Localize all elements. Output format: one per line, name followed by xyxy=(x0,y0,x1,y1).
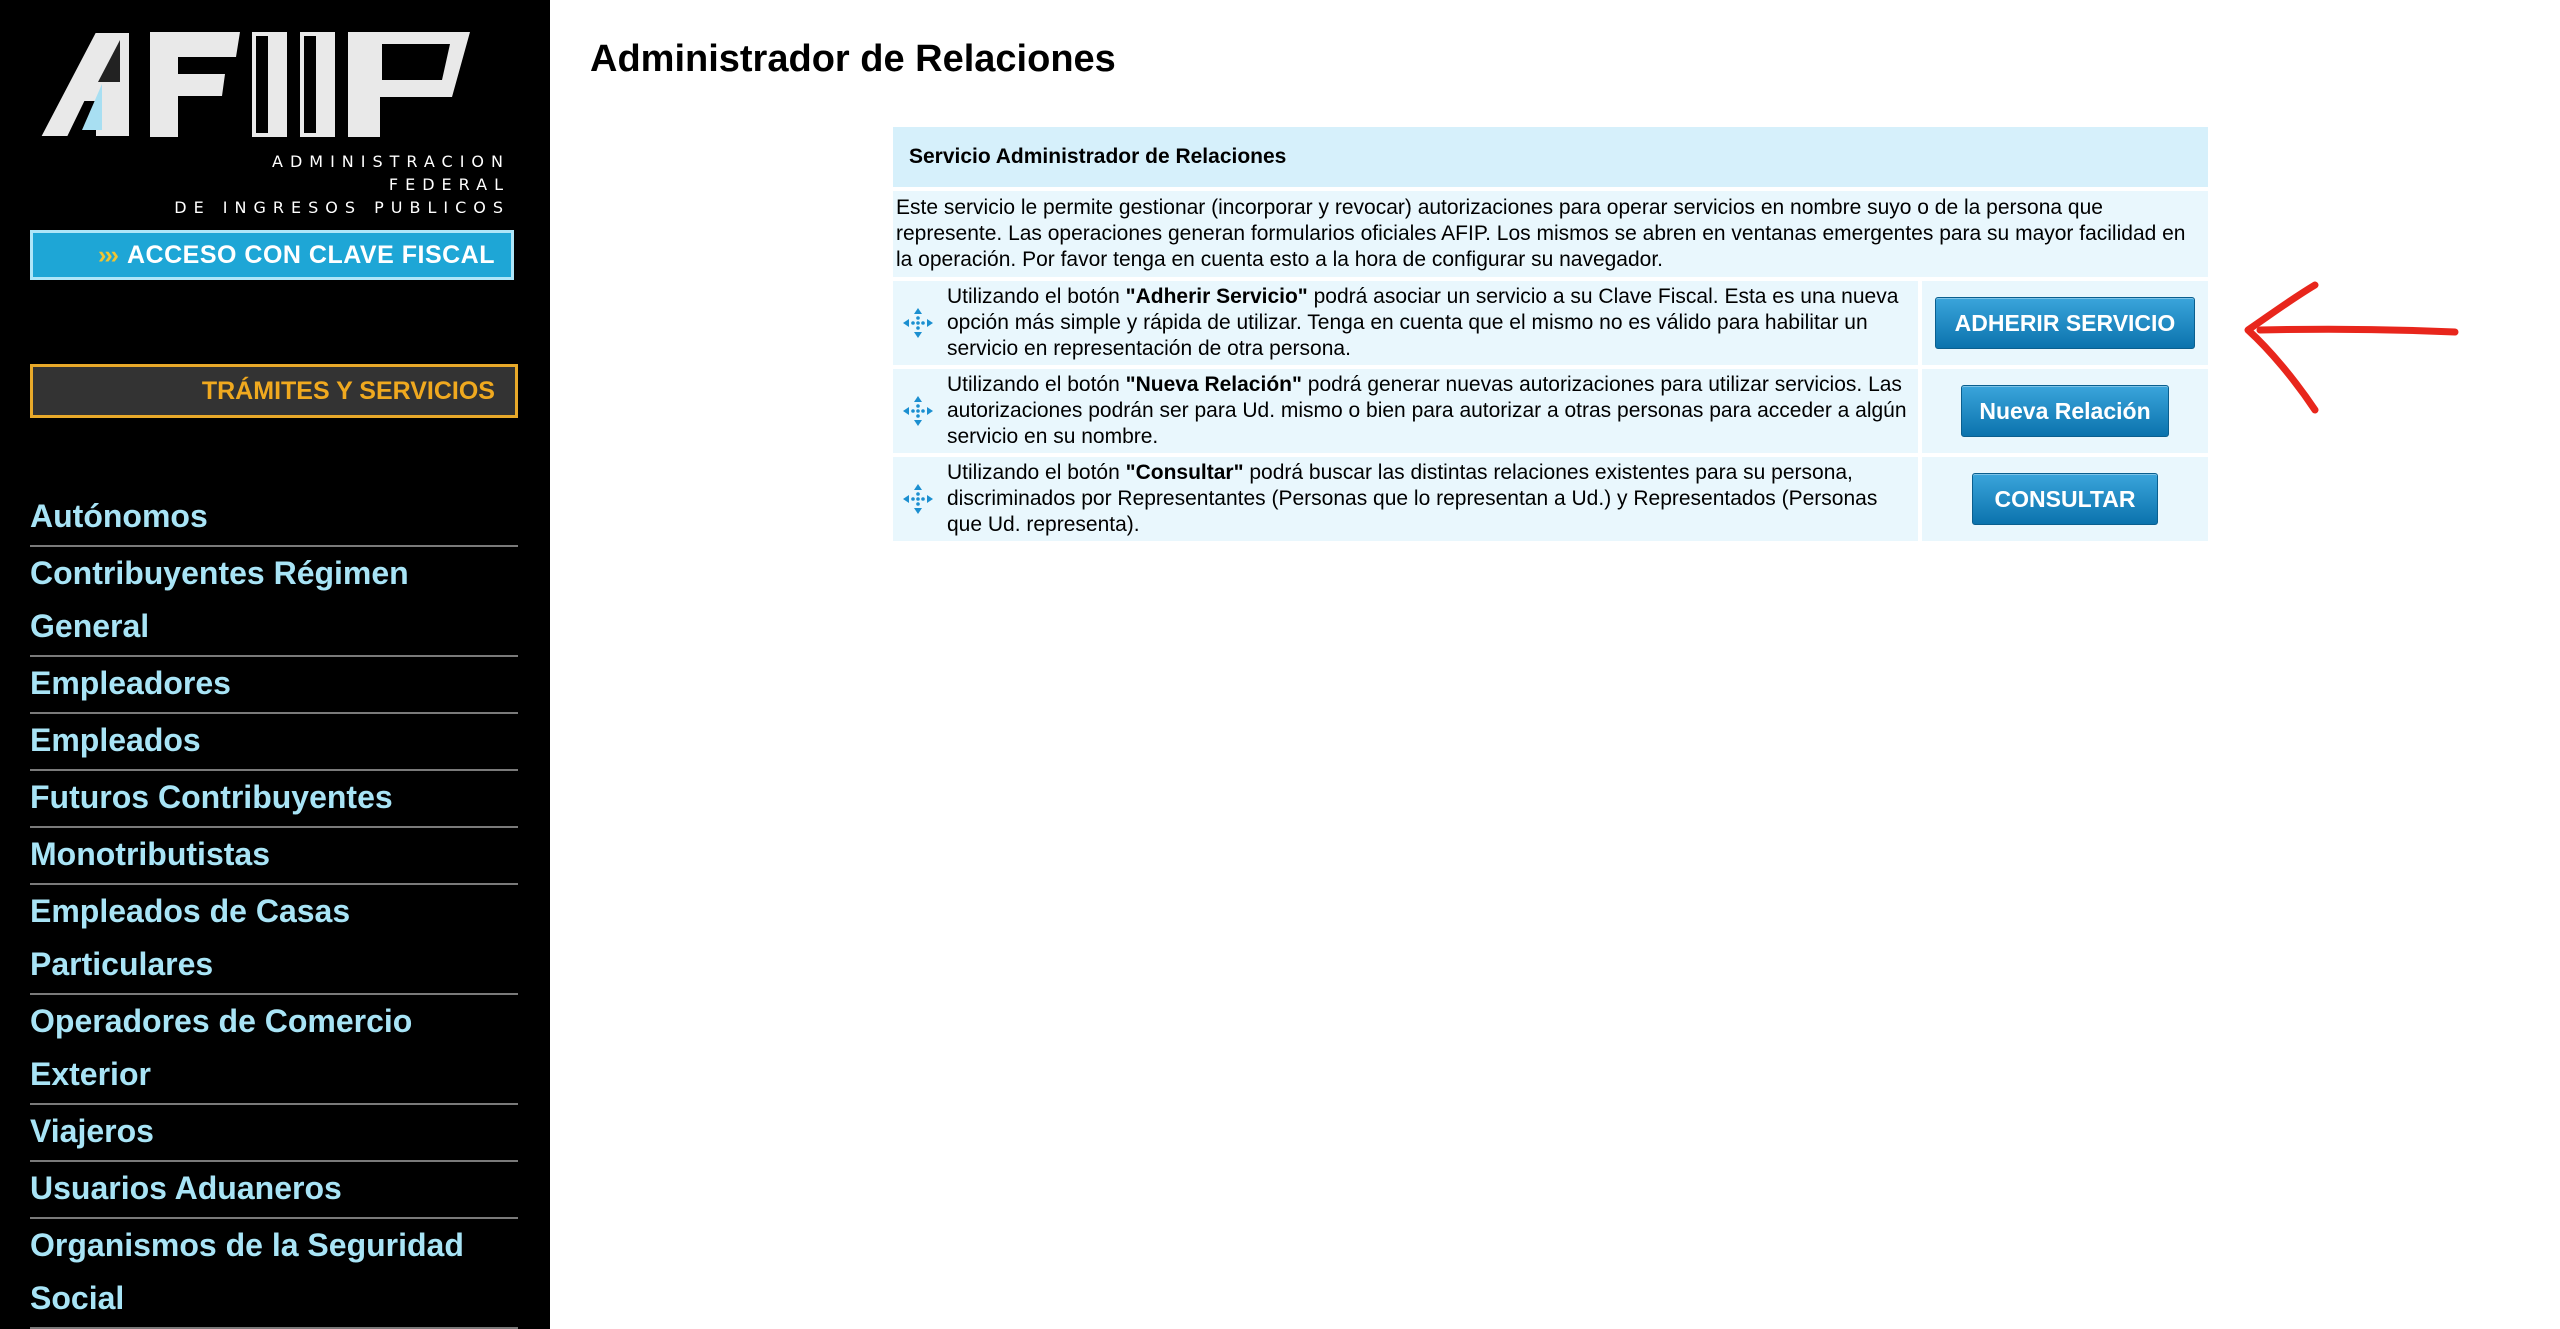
option-row-nueva-relacion xyxy=(893,369,2208,453)
option-row-consultar xyxy=(893,457,2208,541)
four-way-arrows-icon xyxy=(899,480,937,518)
logo-tagline xyxy=(150,150,510,219)
sidebar xyxy=(0,0,550,1329)
option-row-adherir xyxy=(893,281,2208,365)
sidebar-item-viajeros[interactable]: Viajeros xyxy=(30,1105,518,1162)
option-text xyxy=(947,460,1912,538)
acceso-clave-fiscal-label: ACCESO CON CLAVE FISCAL xyxy=(127,240,495,269)
option-text-bold: "Consultar" xyxy=(1125,461,1244,484)
option-text-pre: Utilizando el botón xyxy=(947,285,1126,308)
option-text-pre: Utilizando el botón xyxy=(947,373,1126,396)
adherir-servicio-button[interactable]: ADHERIR SERVICIO xyxy=(1935,297,2195,349)
intro-text: Este servicio le permite gestionar (incorporar y revocar) autorizaciones para operar servicios en nombre suyo o de la persona que represente. Las operaciones generan formularios oficiales AFIP. Los mismos se abren en ventanas emergentes para su mayor facilidad en la operación. Por favor tenga en cuenta esto a la hora de configurar su navegador. xyxy=(893,191,2208,277)
option-text xyxy=(947,372,1912,450)
sidebar-item-futuros-contribuyentes[interactable]: Futuros Contribuyentes xyxy=(30,771,518,828)
option-button-cell xyxy=(1922,369,2208,453)
option-text-pre: Utilizando el botón xyxy=(947,461,1126,484)
page-title: Administrador de Relaciones xyxy=(590,38,1116,80)
option-description xyxy=(893,369,1918,453)
tramites-servicios-label: TRÁMITES Y SERVICIOS xyxy=(201,376,495,405)
option-text-bold: "Adherir Servicio" xyxy=(1125,285,1308,308)
option-text-post: podrá generar nuevas autorizaciones para utilizar servicios. Las autorizaciones podrán ser para Ud. mismo o bien para autorizar a otras personas para acceder a algún servicio en su nombre. xyxy=(947,373,1907,448)
sidebar-item-operadores-comercio-exterior[interactable]: Operadores de Comercio Exterior xyxy=(30,995,518,1105)
four-way-arrows-icon xyxy=(899,304,937,342)
sidebar-item-empleados[interactable]: Empleados xyxy=(30,714,518,771)
four-way-arrows-icon xyxy=(899,392,937,430)
option-text xyxy=(947,284,1912,362)
chevrons-right-icon: ››› xyxy=(98,240,117,269)
option-description xyxy=(893,281,1918,365)
sidebar-item-organismos-seguridad-social[interactable]: Organismos de la Seguridad Social xyxy=(30,1219,518,1329)
option-text-post: podrá buscar las distintas relaciones existentes para su persona, discriminados por Representantes (Personas que lo representan a Ud.) y Representados (Personas que Ud. representa). xyxy=(947,461,1878,536)
sidebar-item-usuarios-aduaneros[interactable]: Usuarios Aduaneros xyxy=(30,1162,518,1219)
option-button-cell xyxy=(1922,457,2208,541)
sidebar-item-empleados-casas-particulares[interactable]: Empleados de Casas Particulares xyxy=(30,885,518,995)
sidebar-menu xyxy=(30,490,518,1329)
option-text-post: podrá asociar un servicio a su Clave Fiscal. Esta es una nueva opción más simple y rápida de utilizar. Tenga en cuenta que el mismo no es válido para habilitar un servicio en representación de otra persona. xyxy=(947,285,1899,360)
consultar-button[interactable]: CONSULTAR xyxy=(1972,473,2158,525)
service-panel xyxy=(893,127,2208,541)
acceso-clave-fiscal-button[interactable] xyxy=(30,230,514,280)
nueva-relacion-button[interactable]: Nueva Relación xyxy=(1961,385,2169,437)
option-description xyxy=(893,457,1918,541)
option-button-cell xyxy=(1922,281,2208,365)
logo-tagline-line-2: DE INGRESOS PUBLICOS xyxy=(174,198,510,217)
red-arrow-annotation xyxy=(2230,270,2460,420)
sidebar-item-contribuyentes-regimen-general[interactable]: Contribuyentes Régimen General xyxy=(30,547,518,657)
logo-tagline-line-1: ADMINISTRACION FEDERAL xyxy=(272,152,510,194)
panel-header: Servicio Administrador de Relaciones xyxy=(893,127,2208,187)
tramites-servicios-button[interactable] xyxy=(30,364,518,418)
sidebar-item-autonomos[interactable]: Autónomos xyxy=(30,490,518,547)
sidebar-item-empleadores[interactable]: Empleadores xyxy=(30,657,518,714)
sidebar-item-monotributistas[interactable]: Monotributistas xyxy=(30,828,518,885)
option-text-bold: "Nueva Relación" xyxy=(1125,373,1302,396)
